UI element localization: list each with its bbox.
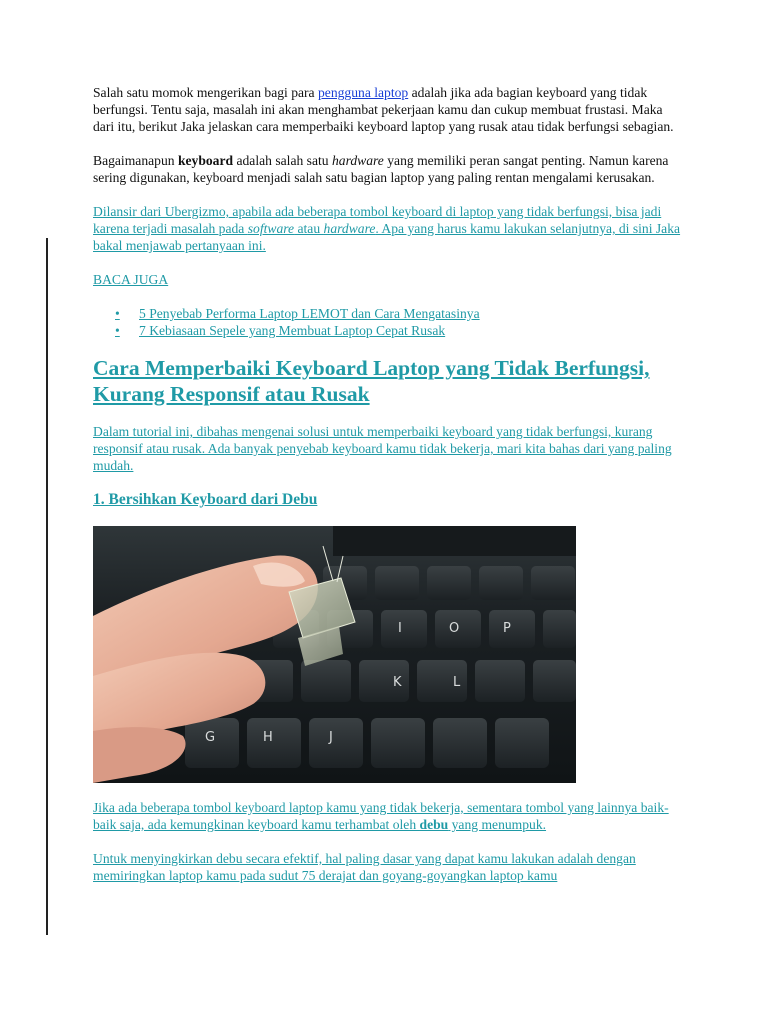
- paragraph-hardware: [93, 152, 683, 186]
- key-letter: G: [205, 730, 216, 745]
- key-letter: K: [393, 675, 402, 690]
- text-run: . Apa yang harus kamu lakukan selanjutnya, di sini Jaka bakal menjawab pertanyaan ini.: [93, 221, 681, 253]
- text-run: adalah salah satu: [233, 153, 332, 168]
- italic-hardware: hardware: [323, 221, 376, 236]
- text-run: Bagaimanapun: [93, 153, 178, 168]
- bullet-icon: •: [115, 323, 120, 338]
- text-run: atau: [294, 221, 324, 236]
- key-letter: O: [449, 621, 460, 636]
- key-letter: H: [263, 730, 273, 745]
- keyboard-cleaning-photo: [93, 526, 576, 783]
- baca-juga-label[interactable]: BACA JUGA: [93, 272, 169, 287]
- key-letter: I: [398, 621, 402, 636]
- tutorial-intro[interactable]: Dalam tutorial ini, dibahas mengenai solusi untuk memperbaiki keyboard yang tidak berfungsi, kurang responsif atau rusak. Ada banyak penyebab keyboard kamu tidak bekerja, mari kita bahas dari yang paling mudah.: [93, 424, 672, 473]
- text-run: Dilansir dari Ubergizmo, apabila ada beberapa tombol keyboard di laptop yang tidak berfungsi, bisa jadi karena terjadi masalah pada: [93, 204, 662, 236]
- bullet-icon: •: [115, 306, 120, 321]
- key-letter: P: [503, 621, 511, 636]
- italic-hardware: hardware: [331, 153, 384, 168]
- paragraph-ubergizmo[interactable]: [93, 203, 683, 254]
- paragraph-tilt-laptop[interactable]: Untuk menyingkirkan debu secara efektif, hal paling dasar yang dapat kamu lakukan adalah dengan memiringkan laptop kamu pada sudut 75 derajat dan goyang-goyangkan laptop kamu: [93, 851, 636, 883]
- step-1-heading[interactable]: 1. Bersihkan Keyboard dari Debu: [93, 491, 318, 508]
- text-run: Salah satu momok mengerikan bagi para: [93, 85, 318, 100]
- text-run: yang menumpuk.: [448, 817, 547, 832]
- article-title[interactable]: Cara Memperbaiki Keyboard Laptop yang Tidak Berfungsi, Kurang Responsif atau Rusak: [93, 356, 650, 406]
- link-pengguna-laptop[interactable]: pengguna laptop: [318, 85, 409, 100]
- bold-debu: debu: [419, 817, 449, 832]
- related-link-text: 7 Kebiasaan Sepele yang Membuat Laptop Cepat Rusak: [139, 323, 446, 338]
- text-run: adalah jika ada bagian keyboard yang tidak berfungsi. Tentu saja, masalah ini akan menghambat pekerjaan kamu dan cukup membuat frustasi. Maka dari itu, berikut Jaka jelaskan cara memperbaiki keyboard laptop yang rusak atau tidak berfungsi sebagian.: [93, 85, 674, 134]
- related-links-list: [93, 305, 683, 339]
- paragraph-debu[interactable]: [93, 799, 683, 833]
- document-page: [93, 84, 683, 884]
- italic-software: software: [247, 221, 295, 236]
- key-letter: J: [329, 730, 333, 745]
- photo-illustration: [93, 526, 576, 783]
- margin-change-bar: [46, 238, 48, 935]
- bold-keyword: keyboard: [177, 153, 234, 168]
- text-run: yang memiliki peran sangat penting. Namun karena sering digunakan, keyboard menjadi salah satu bagian laptop yang paling rentan mengalami kerusakan.: [93, 153, 669, 185]
- related-link-text: 5 Penyebab Performa Laptop LEMOT dan Cara Mengatasinya: [139, 306, 480, 321]
- related-link-item[interactable]: [115, 322, 683, 339]
- key-letter: L: [453, 675, 461, 690]
- related-link-item[interactable]: [115, 305, 683, 322]
- paragraph-intro: [93, 84, 683, 135]
- text-run: Jika ada beberapa tombol keyboard laptop kamu yang tidak bekerja, sementara tombol yang lainnya baik-baik saja, ada kemungkinan keyboard kamu terhambat oleh: [93, 800, 669, 832]
